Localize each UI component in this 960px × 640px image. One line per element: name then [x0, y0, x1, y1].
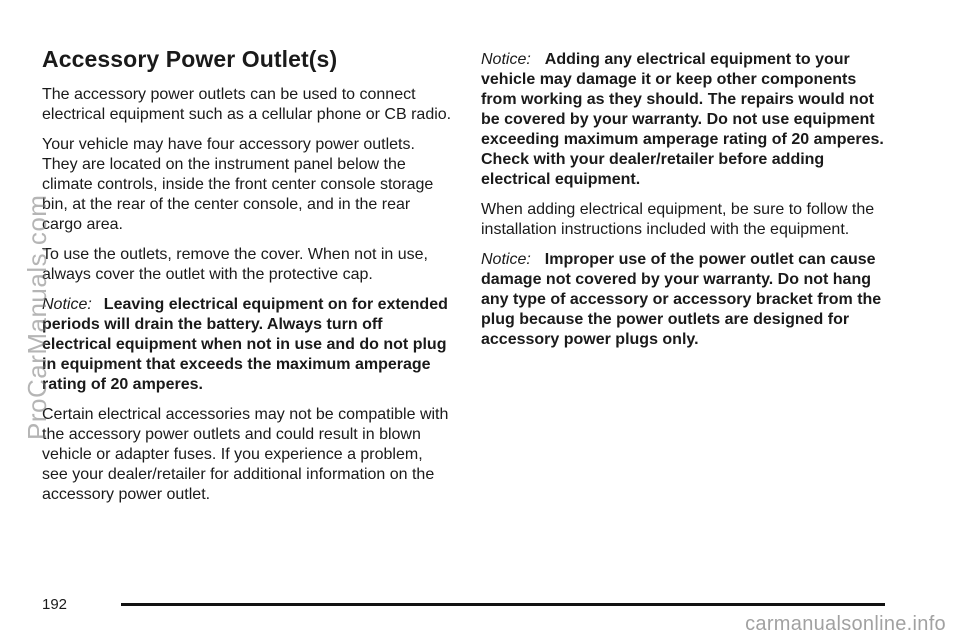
left-column: [42, 40, 452, 515]
side-watermark: ProCarManuals.com: [22, 194, 52, 440]
notice-text: Adding any electrical equipment to your vehicle may damage it or keep other components from working as they should. The repairs would not be covered by your warranty. Do not use equipment exceeding maximum amperage rating of 20 amperes. Check with your dealer/retailer before adding electrical equipment.: [481, 51, 884, 188]
notice-adding-equipment: [481, 50, 893, 190]
notice-text: Improper use of the power outlet can cause damage not covered by your warranty. Do not hang any type of accessory or accessory bracket from the plug because the power outlets are designed for accessory power plugs only.: [481, 251, 882, 348]
page-number: 192: [42, 596, 68, 613]
notice-label: Notice:: [481, 251, 531, 268]
footer-site-watermark: carmanualsonline.info: [745, 613, 946, 635]
notice-label: Notice:: [481, 51, 531, 68]
footer-rule: [121, 603, 885, 606]
paragraph-compatibility: Certain electrical accessories may not be compatible with the accessory power outlets and could result in blown vehicle or adapter fuses. If you experience a problem, see your dealer/retailer for additional information on the accessory power outlet.: [42, 406, 449, 503]
paragraph-intro: The accessory power outlets can be used to connect electrical equipment such as a cellular phone or CB radio.: [42, 86, 452, 123]
paragraph-locations: Your vehicle may have four accessory power outlets. They are located on the instrument panel below the climate controls, inside the front center console storage bin, at the rear of the center console, and in the rear cargo area.: [42, 136, 434, 233]
notice-battery: [42, 295, 452, 395]
notice-text: Leaving electrical equipment on for extended periods will drain the battery. Always turn off electrical equipment when not in use and do not plug in equipment that exceeds the maximum amperage rating of 20 amperes.: [42, 296, 448, 393]
notice-improper-use: [481, 250, 893, 350]
right-column: [481, 50, 893, 360]
paragraph-usage: To use the outlets, remove the cover. When not in use, always cover the outlet with the protective cap.: [42, 246, 428, 283]
paragraph-installation: When adding electrical equipment, be sure to follow the installation instructions included with the equipment.: [481, 201, 875, 238]
section-title: Accessory Power Outlet(s): [42, 46, 338, 72]
notice-label: Notice:: [42, 296, 92, 313]
